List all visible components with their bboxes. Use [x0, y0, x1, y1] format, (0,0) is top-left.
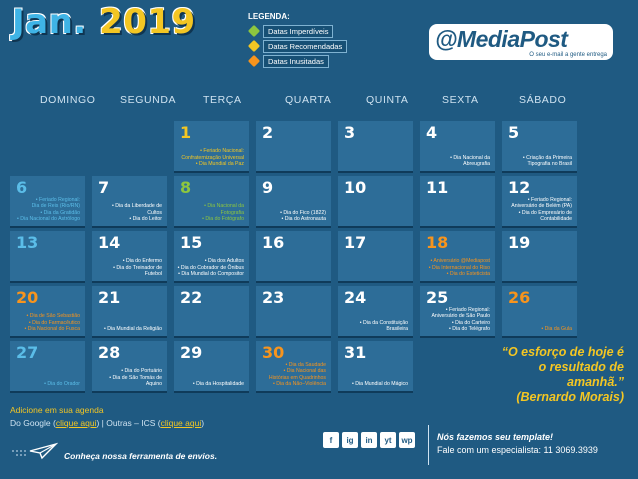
mediapost-logo[interactable]	[429, 24, 613, 60]
day-events	[338, 320, 408, 332]
agenda-links	[10, 418, 204, 428]
day-number: 21	[98, 288, 121, 307]
calendar-day	[92, 341, 167, 393]
day-number: 27	[16, 343, 39, 362]
calendar-day	[256, 231, 331, 283]
event-text: • Aniversário @Mediapost	[430, 258, 490, 265]
agenda-text: )	[201, 418, 205, 428]
calendar-day	[502, 121, 577, 173]
event-text: • Dia do Orador	[44, 380, 80, 387]
title-year: 2019	[99, 2, 196, 42]
day-number: 24	[344, 288, 367, 307]
calendar-day	[174, 286, 249, 338]
calendar-day	[10, 176, 85, 228]
day-events	[10, 381, 80, 387]
paper-plane-icon	[12, 442, 58, 460]
event-text: • Dia Internacional do Riso	[428, 264, 490, 271]
day-number: 10	[344, 178, 367, 197]
calendar-day	[10, 231, 85, 283]
calendar-day	[256, 286, 331, 338]
event-text: • Dia Nacional da	[450, 154, 490, 161]
calendar-day	[174, 176, 249, 228]
day-events	[502, 326, 572, 332]
google-calendar-link[interactable]: clique aqui	[55, 418, 97, 428]
day-number: 19	[508, 233, 531, 252]
event-text: • Dia do Carteiro	[451, 319, 490, 326]
event-text: • Dia da Não–Violência	[272, 380, 326, 387]
ics-calendar-link[interactable]: clique aqui	[160, 418, 202, 428]
event-text: Contabilidade	[540, 215, 572, 222]
day-events	[420, 307, 490, 332]
weekday-label: QUARTA	[285, 94, 332, 106]
day-events	[174, 148, 244, 167]
calendar-day	[338, 286, 413, 338]
day-number: 25	[426, 288, 449, 307]
event-text: • Dia Mundial do Compositor	[178, 270, 244, 277]
agenda-title: Adicione em sua agenda	[10, 405, 104, 415]
wordpress-icon[interactable]: wp	[399, 432, 415, 448]
day-number: 22	[180, 288, 203, 307]
day-number: 15	[180, 233, 203, 252]
day-number: 11	[426, 178, 449, 197]
page-title	[12, 2, 196, 42]
day-events	[256, 362, 326, 387]
linkedin-icon[interactable]: in	[361, 432, 377, 448]
day-number: 8	[180, 178, 192, 197]
day-number: 13	[16, 233, 39, 252]
day-events	[92, 258, 162, 277]
calendar-day	[338, 121, 413, 173]
day-events	[92, 326, 162, 332]
event-text: • Dia do Cobrador de Ônibus	[177, 264, 244, 271]
legend-title: LEGENDA:	[248, 12, 290, 21]
event-text: • Dia do Fico (1822)	[280, 209, 326, 216]
event-text: • Dia do Esteticista	[446, 270, 490, 277]
calendar-day	[502, 231, 577, 283]
day-events	[338, 381, 408, 387]
event-text: • Dia do Fotógrafo	[202, 215, 244, 222]
weekday-label: TERÇA	[203, 94, 242, 106]
agenda-text: Do Google (	[10, 418, 56, 428]
day-number: 14	[98, 233, 121, 252]
day-number: 31	[344, 343, 367, 362]
header	[0, 0, 638, 84]
event-text: • Dia Mundial da Religião	[103, 325, 162, 332]
agenda-text: ) | Outras – ICS (	[96, 418, 161, 428]
event-text: Tipografia no Brasil	[527, 160, 572, 167]
calendar-day	[10, 341, 85, 393]
calendar-day	[420, 286, 495, 338]
event-text: Futebol	[144, 270, 162, 277]
event-text: • Dia do Empresário de	[518, 209, 572, 216]
event-text: Histórias em Quadrinhos	[268, 374, 326, 381]
calendar-day	[502, 176, 577, 228]
day-events	[420, 155, 490, 167]
youtube-icon[interactable]: yt	[380, 432, 396, 448]
quote-line: amanhã.”	[567, 375, 624, 389]
day-number: 20	[16, 288, 39, 307]
event-text: • Dia Nacional das	[283, 368, 326, 375]
event-text: • Dia da Gula	[541, 325, 572, 332]
calendar-day	[174, 341, 249, 393]
event-text: Aquino	[145, 380, 162, 387]
day-events	[502, 155, 572, 167]
quote-author: (Bernardo Morais)	[516, 390, 624, 404]
quote	[444, 345, 624, 405]
event-text: • Dia Nacional do Fusca	[24, 325, 80, 332]
event-text: • Dia do Astronauta	[281, 215, 326, 222]
day-events	[420, 258, 490, 277]
day-number: 9	[262, 178, 274, 197]
day-number: 1	[180, 123, 192, 142]
event-text: Confraternização Universal	[181, 154, 244, 161]
legend-label: Datas Recomendadas	[263, 40, 347, 53]
calendar-day	[338, 341, 413, 393]
calendar-day	[92, 176, 167, 228]
weekday-label: SEGUNDA	[120, 94, 177, 106]
calendar-day	[338, 176, 413, 228]
event-text: • Dia do Treinador de	[113, 264, 162, 271]
event-text: • Dia da Constituição	[359, 319, 408, 326]
day-number: 16	[262, 233, 285, 252]
diamond-icon	[248, 25, 260, 37]
diamond-icon	[248, 55, 260, 67]
event-text: • Dia Nacional da	[204, 203, 244, 210]
day-events	[10, 197, 80, 222]
event-text: • Criação da Primeira	[522, 154, 572, 161]
day-events	[256, 210, 326, 222]
day-events	[174, 258, 244, 277]
day-number: 4	[426, 123, 438, 142]
weekday-header	[0, 94, 638, 112]
event-text: • Dia do Leitor	[129, 215, 162, 222]
day-number: 28	[98, 343, 121, 362]
event-text: Aniversário de São Paulo	[431, 313, 490, 320]
weekday-label: QUINTA	[366, 94, 409, 106]
event-text: • Dia do Portuário	[121, 368, 162, 375]
legend-label: Datas Inusitadas	[263, 55, 329, 68]
event-text: Brasileira	[386, 325, 408, 332]
event-text: • Dia dos Adultos	[204, 258, 244, 265]
event-text: • Dia Mundial do Mágico	[351, 380, 408, 387]
calendar-day	[420, 231, 495, 283]
day-number: 17	[344, 233, 367, 252]
day-events	[174, 203, 244, 222]
event-text: • Dia do Telégrafo	[449, 325, 490, 332]
calendar-day	[338, 231, 413, 283]
calendar-day	[256, 341, 331, 393]
cta-phone[interactable]: Fale com um especialista: 11 3069.3939	[437, 445, 598, 455]
calendar-day	[420, 176, 495, 228]
title-month: Jan.	[12, 2, 87, 42]
legend-item	[248, 40, 347, 52]
calendar-day	[256, 121, 331, 173]
event-text: • Dia da Saudade	[285, 362, 326, 369]
event-text: • Feriado Nacional:	[200, 148, 244, 155]
legend-item	[248, 55, 329, 67]
calendar-day	[174, 231, 249, 283]
diamond-icon	[248, 40, 260, 52]
event-text: • Dia de São Sebastião	[26, 313, 80, 320]
day-number: 6	[16, 178, 28, 197]
calendar-day	[420, 121, 495, 173]
event-text: • Dia de São Tomás de	[109, 374, 162, 381]
calendar-day	[174, 121, 249, 173]
event-text: • Dia da Gratidão	[40, 209, 80, 216]
event-text: Cultos	[147, 209, 162, 216]
quote-line: o resultado de	[538, 360, 624, 374]
event-text: • Dia Nacional do Astrólogo	[17, 215, 80, 222]
logo-brand: @MediaPost	[435, 26, 568, 52]
calendar-day	[92, 286, 167, 338]
day-events	[92, 203, 162, 222]
day-events	[174, 381, 244, 387]
event-text: • Feriado Regional:	[527, 197, 572, 204]
day-number: 2	[262, 123, 274, 142]
legend-label: Datas Imperdíveis	[263, 25, 333, 38]
tool-link[interactable]: Conheça nossa ferramenta de envios.	[64, 451, 218, 461]
day-events	[10, 313, 80, 332]
calendar-day	[92, 231, 167, 283]
calendar-day	[502, 286, 577, 338]
day-number: 5	[508, 123, 520, 142]
logo-tagline: O seu e-mail a gente entrega	[529, 52, 607, 58]
cta-title: Nós fazemos seu template!	[437, 432, 554, 442]
facebook-icon[interactable]: f	[323, 432, 339, 448]
quote-line: “O esforço de hoje é	[501, 345, 624, 359]
event-text: • Dia do Farmacêutico	[28, 319, 80, 326]
day-number: 3	[344, 123, 356, 142]
event-text: • Dia da Liberdade de	[112, 203, 162, 210]
event-text: Dia de Reis (Rio/RN)	[31, 203, 80, 210]
event-text: • Feriado Regional:	[445, 307, 490, 314]
day-number: 30	[262, 343, 285, 362]
event-text: • Feriado Regional:	[35, 197, 80, 204]
legend-item	[248, 25, 333, 37]
event-text: Fotografia	[220, 209, 244, 216]
instagram-icon[interactable]: ig	[342, 432, 358, 448]
day-number: 26	[508, 288, 531, 307]
day-events	[502, 197, 572, 222]
event-text: Abreugrafia	[463, 160, 490, 167]
day-events	[92, 368, 162, 387]
day-number: 18	[426, 233, 449, 252]
event-text: • Dia do Enfermo	[122, 258, 162, 265]
day-number: 7	[98, 178, 110, 197]
calendar-day	[256, 176, 331, 228]
event-text: Aniversário de Belém (PA)	[511, 203, 572, 210]
event-text: • Dia Mundial da Paz	[195, 160, 244, 167]
day-number: 23	[262, 288, 285, 307]
day-number: 29	[180, 343, 203, 362]
day-number: 12	[508, 178, 531, 197]
weekday-label: SEXTA	[442, 94, 479, 106]
calendar-day	[10, 286, 85, 338]
event-text: • Dia da Hospitalidade	[192, 380, 244, 387]
weekday-label: SÁBADO	[519, 94, 567, 106]
divider	[428, 425, 429, 465]
weekday-label: DOMINGO	[40, 94, 96, 106]
social-links	[323, 432, 415, 448]
